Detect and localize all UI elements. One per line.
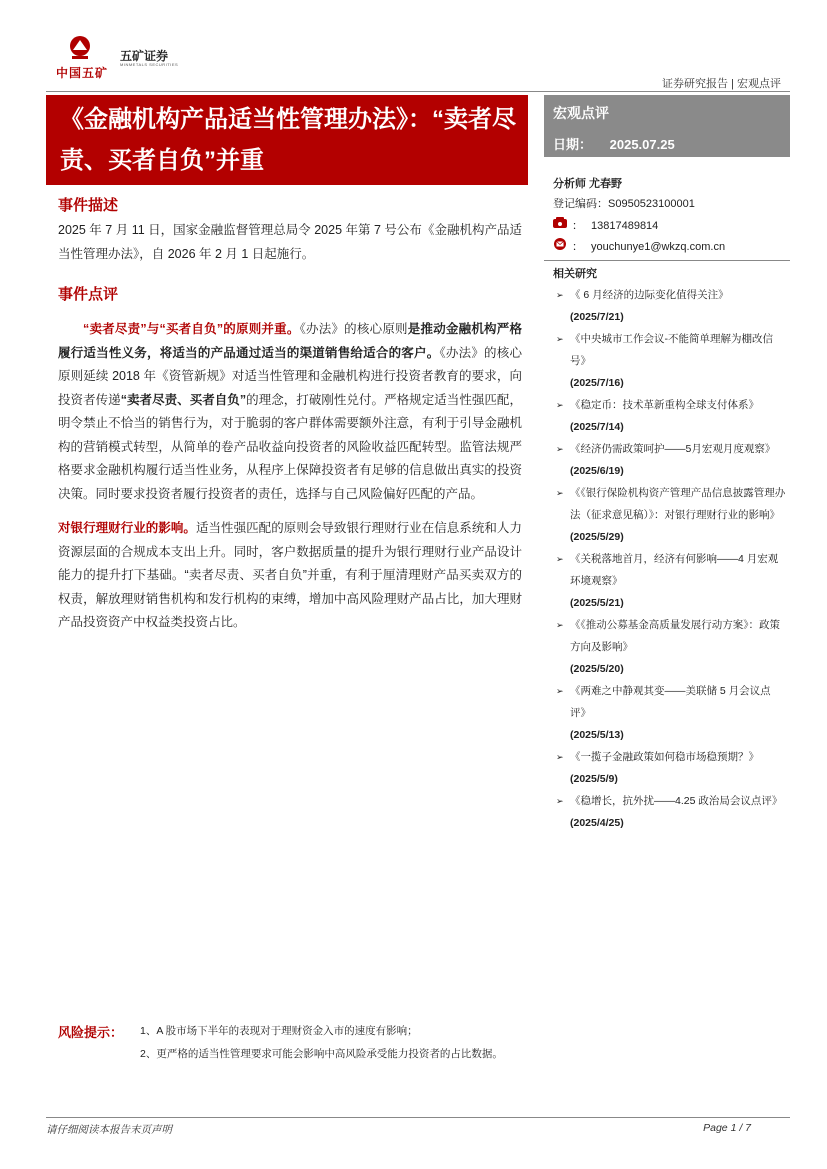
related-research-heading: 相关研究	[553, 268, 597, 280]
related-research-title: 《稳增长，抗外扰——4.25 政治局会议点评》	[570, 795, 783, 807]
related-research-title: 《经济仍需政策呵护——5月宏观月度观察》	[570, 443, 776, 455]
date-label: 日期：	[553, 137, 593, 152]
arrow-icon: ➢	[556, 444, 564, 454]
related-research-title: 《 6 月经济的边际变化值得关注》	[570, 289, 729, 301]
related-research-list	[556, 284, 786, 834]
related-research-item[interactable]	[556, 548, 786, 614]
arrow-icon: ➢	[556, 290, 564, 300]
minmetals-logo-icon	[68, 35, 92, 61]
related-research-title: 《两难之中静观其变——美联储 5 月会议点评》	[570, 685, 771, 719]
arrow-icon: ➢	[556, 796, 564, 806]
report-category: 宏观点评	[553, 105, 609, 121]
related-research-item[interactable]	[556, 438, 786, 482]
logo-securities-name: 五矿证券	[120, 49, 169, 63]
related-research-title: 《《推动公募基金高质量发展行动方案》：政策方向及影响》	[570, 619, 780, 653]
date-value: 2025.07.25	[609, 137, 675, 152]
related-research-item[interactable]	[556, 328, 786, 394]
related-research-title: 《一揽子金融政策如何稳市场稳预期？》	[570, 751, 759, 763]
related-research-title: 《《银行保险机构资产管理产品信息披露管理办法（征求意见稿）》：对银行理财行业的影响》	[570, 487, 786, 521]
risk-warning-label: 风险提示：	[58, 1025, 124, 1040]
related-research-item[interactable]	[556, 790, 786, 834]
related-research-title: 《稳定币：技术革新重构全球支付体系》	[570, 399, 759, 411]
related-research-item[interactable]	[556, 746, 786, 790]
related-research-date: (2025/5/13)	[570, 729, 624, 741]
related-research-item[interactable]	[556, 394, 786, 438]
arrow-icon: ➢	[556, 686, 564, 696]
email-icon	[553, 238, 567, 250]
arrow-icon: ➢	[556, 400, 564, 410]
phone-number: ： 13817489814	[572, 220, 659, 232]
arrow-icon: ➢	[556, 554, 564, 564]
related-research-date: (2025/7/16)	[570, 377, 624, 389]
analyst-name: 分析师 尤春野	[553, 178, 623, 190]
impact-highlight: 对银行理财行业的影响。	[58, 521, 196, 535]
header-divider	[46, 91, 790, 92]
related-research-title: 《关税落地首月，经济有何影响——4 月宏观环境观察》	[570, 553, 779, 587]
arrow-icon: ➢	[556, 334, 564, 344]
principle-bold: 是推动金融机构严格履行适当性义务，将适当的产品通过适当的渠道销售给适合的客户。	[58, 322, 522, 360]
related-research-date: (2025/5/29)	[570, 531, 624, 543]
report-title: 《金融机构产品适当性管理办法》：“卖者尽责、买者自负”并重	[60, 106, 516, 174]
related-divider	[544, 260, 790, 261]
event-review-heading: 事件点评	[58, 286, 119, 303]
related-research-date: (2025/5/21)	[570, 597, 624, 609]
related-research-date: (2025/4/25)	[570, 817, 624, 829]
related-research-date: (2025/5/9)	[570, 773, 618, 785]
event-description-heading: 事件描述	[58, 197, 119, 214]
page-number: Page 1 / 7	[703, 1122, 751, 1134]
related-research-date: (2025/7/21)	[570, 311, 624, 323]
report-date	[553, 134, 675, 153]
related-research-date: (2025/6/19)	[570, 465, 624, 477]
logo-company-name: 中国五矿	[56, 66, 109, 80]
risk-item-2: 2、更严格的适当性管理要求可能会影响中高风险承受能力投资者的占比数据。	[140, 1048, 503, 1060]
registration-code: 登记编码：S0950523100001	[553, 198, 695, 210]
related-research-date: (2025/7/14)	[570, 421, 624, 433]
related-research-date: (2025/5/20)	[570, 663, 624, 675]
arrow-icon: ➢	[556, 488, 564, 498]
review-paragraph-2: 对银行理财行业的影响。适当性强匹配的原则会导致银行理财行业在信息系统和人力资源层面的合规成本支出上升。同时，客户数据质量的提升为银行理财行业产品设计能力的提升打下基础。“卖者尽责、买者自负”并重，有利于厘清理财产品买卖双方的权责，解放理财销售机构和发行机构的束缚，增加中高风险理财产品占比，加大理财产品投资资产中权益类投资占比。	[58, 521, 522, 629]
footer-divider	[46, 1117, 790, 1118]
footer-disclaimer: 请仔细阅读本报告末页声明	[46, 1124, 172, 1136]
arrow-icon: ➢	[556, 620, 564, 630]
principle-highlight: “卖者尽责”与“买者自负”的原则并重。	[83, 322, 300, 336]
related-research-item[interactable]	[556, 614, 786, 680]
related-research-item[interactable]	[556, 482, 786, 548]
arrow-icon: ➢	[556, 752, 564, 762]
phone-icon	[553, 217, 567, 229]
related-research-title: 《中央城市工作会议-不能简单理解为棚改信号》	[570, 333, 773, 367]
event-description-text: 2025 年 7 月 11 日，国家金融监督管理总局令 2025 年第 7 号公布《金融机构产品适当性管理办法》，自 2026 年 2 月 1 日起施行。	[58, 223, 522, 261]
review-paragraph-1: “卖者尽责”与“买者自负”的原则并重。《办法》的核心原则是推动金融机构严格履行适当性义务，将适当的产品通过适当的渠道销售给适合的客户。《办法》的核心原则延续 2018 年《资管新规》对适当性管理和金融机构进行投资者教育的要求，向投资者传递“卖者尽责、买者自负”的理念，打破刚性兑付。严格规定适当性强匹配，明令禁止不恰当的销售行为，对于脆弱的客户群体需要额外注意，有利于引导金融机构的营销模式转型，从简单的卷产品收益向投资者的风险收益匹配转型。监管法规严格要求金融机构履行适当性业务，从程序上保障投资者有足够的信息做出真实的投资决策。同时要求投资者履行投资者的责任，选择与自己风险偏好匹配的产品。	[58, 322, 522, 501]
logo-subtitle: MINMETALS SECURITIES	[120, 62, 179, 67]
report-type: 证券研究报告 | 宏观点评	[662, 78, 781, 90]
risk-item-1: 1、A 股市场下半年的表现对于理财资金入市的速度有影响；	[140, 1025, 418, 1037]
related-research-item[interactable]	[556, 284, 786, 328]
related-research-item[interactable]	[556, 680, 786, 746]
email-address[interactable]: ： youchunye1@wkzq.com.cn	[572, 241, 726, 253]
